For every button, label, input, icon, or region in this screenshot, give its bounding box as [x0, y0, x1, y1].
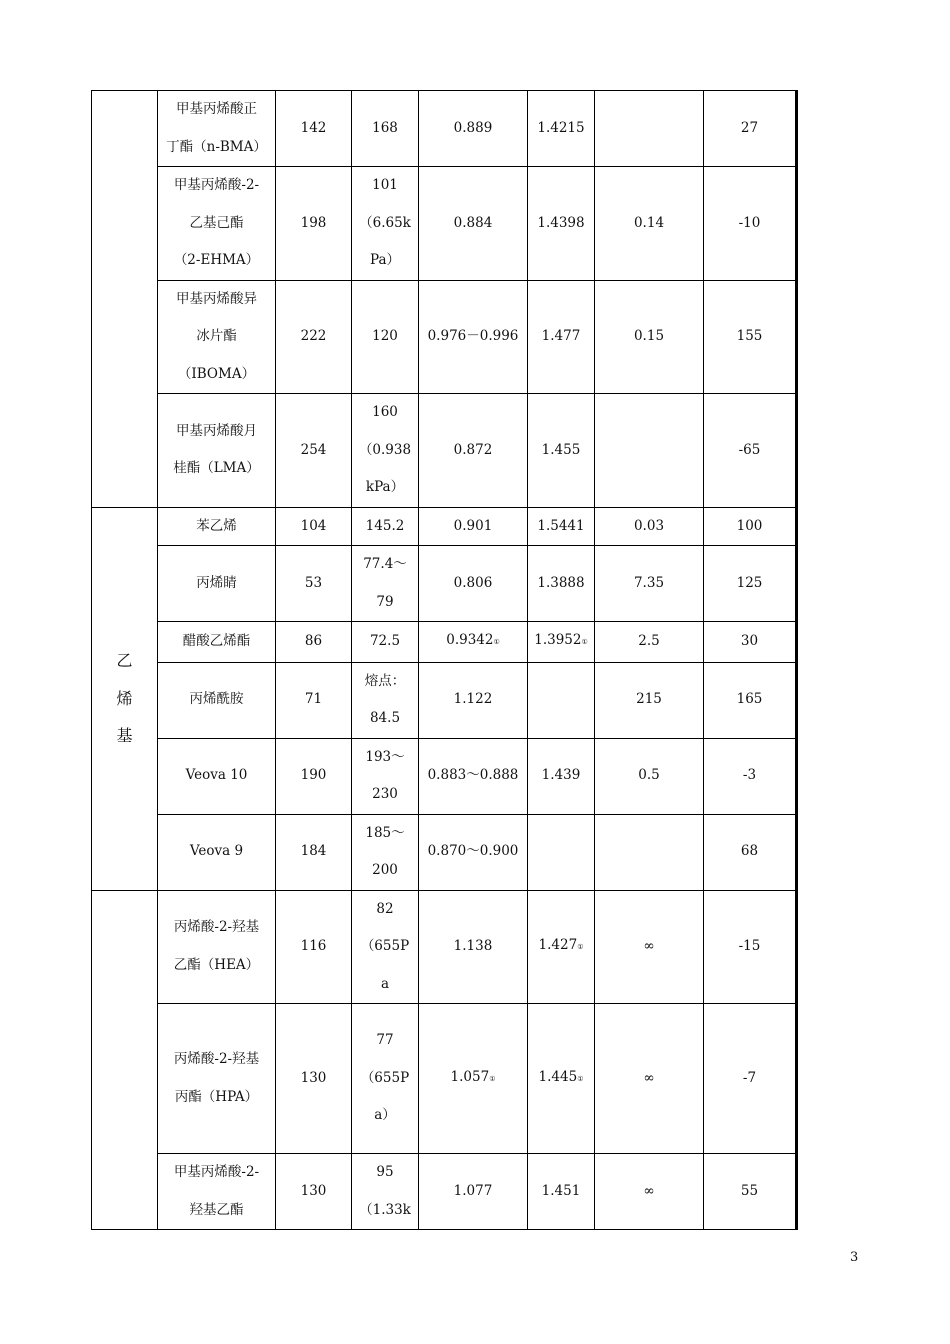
- molecular-weight-cell: [276, 91, 352, 167]
- boiling-point-cell-line: 熔点：: [364, 672, 406, 689]
- footnote-mark: ①: [489, 1074, 496, 1083]
- density-cell-value: 0.901: [453, 517, 493, 534]
- molecular-weight-cell: [276, 814, 352, 890]
- solubility-cell-value: 215: [636, 691, 662, 708]
- refractive-index-cell: [528, 738, 595, 814]
- boiling-point-cell: [352, 394, 419, 508]
- molecular-weight-cell-value: 53: [304, 574, 323, 591]
- boiling-point-cell-line: 145.2: [365, 517, 405, 534]
- solubility-cell: [595, 167, 704, 281]
- refractive-index-cell: [528, 662, 595, 738]
- monomer-name-cell-line: Veova 9: [189, 843, 244, 860]
- molecular-weight-cell: [276, 1004, 352, 1154]
- boiling-point-cell: [352, 738, 419, 814]
- boiling-point-cell-line: a: [380, 975, 390, 992]
- molecular-weight-cell: [276, 280, 352, 394]
- density-cell-value: 0.870～0.900: [427, 843, 519, 860]
- solubility-cell-value: 2.5: [638, 633, 660, 649]
- boiling-point-cell-line: （1.33k: [359, 1201, 411, 1218]
- density-cell: [419, 814, 528, 890]
- tg-cell: [704, 814, 797, 890]
- density-cell-value: 0.872: [453, 441, 493, 458]
- solubility-cell-value: 0.5: [638, 767, 660, 784]
- boiling-point-cell-line: 120: [372, 328, 398, 344]
- table-row: [92, 662, 797, 738]
- category-cell: [92, 507, 158, 890]
- refractive-index-cell-value: 1.455: [541, 441, 581, 458]
- boiling-point-cell-line: （6.65k: [359, 214, 411, 231]
- boiling-point-cell-line: 101: [372, 177, 398, 193]
- refractive-index-cell: [528, 91, 595, 167]
- boiling-point-cell-line: kPa）: [365, 479, 405, 495]
- tg-cell: [704, 280, 797, 394]
- monomer-name-cell-line: Veova 10: [185, 767, 248, 784]
- density-cell: [419, 662, 528, 738]
- monomer-properties-table: [91, 90, 798, 1230]
- tg-cell-value: -3: [742, 767, 757, 784]
- solubility-cell: [595, 280, 704, 394]
- refractive-index-cell: [528, 280, 595, 394]
- tg-cell-value: 30: [740, 633, 759, 649]
- table-row: [92, 394, 797, 508]
- monomer-name-cell-line: 乙酯（HEA）: [173, 956, 260, 973]
- category-cell: [92, 91, 158, 508]
- density-cell-value: 0.9342: [446, 632, 494, 648]
- boiling-point-cell-line: 160: [372, 404, 398, 420]
- table-row: [92, 546, 797, 622]
- tg-cell-value: -65: [738, 441, 761, 458]
- monomer-name-cell-line: 丙烯睛: [196, 574, 237, 591]
- molecular-weight-cell: [276, 546, 352, 622]
- page-number: 3: [850, 1250, 859, 1265]
- monomer-name-cell-line: （2-EHMA）: [173, 252, 260, 268]
- boiling-point-cell-line: 193～: [365, 748, 405, 765]
- boiling-point-cell-line: 168: [372, 119, 398, 136]
- molecular-weight-cell-value: 130: [300, 1069, 327, 1086]
- monomer-name-cell-line: 甲基丙烯酸月: [176, 422, 257, 439]
- footnote-mark: ①: [493, 638, 500, 646]
- boiling-point-cell-line: 200: [372, 862, 398, 878]
- molecular-weight-cell: [276, 622, 352, 663]
- molecular-weight-cell: [276, 1154, 352, 1230]
- monomer-name-cell: [158, 1004, 276, 1154]
- refractive-index-cell: [528, 622, 595, 663]
- tg-cell: [704, 662, 797, 738]
- solubility-cell-value: 0.14: [633, 214, 665, 231]
- boiling-point-cell: [352, 662, 419, 738]
- table-row: [92, 814, 797, 890]
- boiling-point-cell-line: （655P: [360, 1069, 410, 1086]
- table-row: [92, 280, 797, 394]
- density-cell-value: 1.138: [453, 938, 493, 954]
- molecular-weight-cell-value: 190: [300, 767, 327, 784]
- molecular-weight-cell-value: 104: [300, 517, 327, 534]
- monomer-name-cell-line: 丁酯（n-BMA）: [166, 138, 267, 155]
- solubility-cell: [595, 507, 704, 546]
- molecular-weight-cell: [276, 507, 352, 546]
- table-row: [92, 738, 797, 814]
- monomer-name-cell-line: 甲基丙烯酸-2-: [173, 177, 260, 193]
- refractive-index-cell-value: 1.445: [538, 1068, 578, 1085]
- tg-cell: [704, 738, 797, 814]
- boiling-point-cell-line: （655P: [360, 938, 410, 954]
- refractive-index-cell: [528, 394, 595, 508]
- monomer-name-cell: [158, 622, 276, 663]
- molecular-weight-cell-value: 130: [300, 1182, 327, 1199]
- density-cell: [419, 91, 528, 167]
- density-cell: [419, 738, 528, 814]
- solubility-cell: [595, 622, 704, 663]
- boiling-point-cell: [352, 622, 419, 663]
- boiling-point-cell: [352, 890, 419, 1004]
- footnote-mark: ①: [577, 943, 584, 951]
- refractive-index-cell-value: 1.477: [541, 328, 581, 344]
- molecular-weight-cell-value: 142: [300, 119, 327, 136]
- molecular-weight-cell-value: 86: [304, 633, 323, 649]
- boiling-point-cell-line: 95: [376, 1164, 394, 1180]
- table-row: [92, 890, 797, 1004]
- solubility-cell: [595, 1004, 704, 1154]
- tg-cell-value: 155: [736, 328, 763, 344]
- tg-cell: [704, 622, 797, 663]
- boiling-point-cell-line: （0.938: [358, 441, 412, 458]
- tg-cell-value: -10: [738, 214, 761, 231]
- refractive-index-cell: [528, 814, 595, 890]
- table-row: [92, 1154, 797, 1230]
- boiling-point-cell-line: a）: [374, 1107, 396, 1124]
- boiling-point-cell-line: 185～: [365, 824, 405, 841]
- monomer-name-cell: [158, 738, 276, 814]
- monomer-name-cell: [158, 507, 276, 546]
- tg-cell-value: 55: [740, 1182, 759, 1199]
- tg-cell: [704, 890, 797, 1004]
- density-cell-value: 0.806: [453, 574, 493, 591]
- solubility-cell: [595, 91, 704, 167]
- monomer-name-cell-line: 冰片酯: [196, 328, 237, 344]
- density-cell-value: 0.883～0.888: [427, 767, 519, 784]
- refractive-index-cell: [528, 507, 595, 546]
- solubility-cell-value: 0.15: [633, 328, 665, 344]
- tg-cell-value: 165: [736, 691, 763, 708]
- monomer-name-cell-line: 醋酸乙烯酯: [182, 633, 251, 649]
- density-cell: [419, 167, 528, 281]
- tg-cell-value: -7: [742, 1069, 757, 1086]
- solubility-cell: [595, 662, 704, 738]
- monomer-name-cell: [158, 394, 276, 508]
- refractive-index-cell: [528, 1154, 595, 1230]
- density-cell: [419, 890, 528, 1004]
- refractive-index-cell-value: 1.4215: [537, 119, 585, 136]
- boiling-point-cell-line: 77: [376, 1032, 394, 1049]
- tg-cell: [704, 167, 797, 281]
- monomer-name-cell-line: （IBOMA）: [177, 365, 256, 382]
- density-cell: [419, 622, 528, 663]
- monomer-name-cell-line: 羟基乙酯: [189, 1201, 244, 1218]
- refractive-index-cell: [528, 890, 595, 1004]
- density-cell: [419, 280, 528, 394]
- monomer-name-cell-line: 甲基丙烯酸-2-: [173, 1164, 260, 1180]
- boiling-point-cell: [352, 814, 419, 890]
- boiling-point-cell-line: 230: [372, 786, 398, 802]
- boiling-point-cell: [352, 280, 419, 394]
- solubility-cell-value: 7.35: [633, 574, 665, 591]
- category-char: 乙: [116, 651, 133, 671]
- density-cell-value: 0.976－0.996: [427, 328, 519, 344]
- boiling-point-cell: [352, 91, 419, 167]
- solubility-cell-value: ∞: [643, 1069, 655, 1086]
- monomer-name-cell: [158, 890, 276, 1004]
- molecular-weight-cell: [276, 662, 352, 738]
- footnote-mark: ①: [581, 638, 588, 646]
- density-cell-value: 1.057: [450, 1068, 490, 1085]
- table-row: [92, 1004, 797, 1154]
- boiling-point-cell: [352, 546, 419, 622]
- monomer-name-cell-line: 苯乙烯: [196, 517, 237, 534]
- solubility-cell: [595, 890, 704, 1004]
- molecular-weight-cell: [276, 738, 352, 814]
- monomer-name-cell-line: 甲基丙烯酸正: [176, 101, 257, 117]
- refractive-index-cell-value: 1.4398: [537, 214, 585, 231]
- boiling-point-cell-line: 79: [376, 593, 394, 610]
- density-cell-value: 1.077: [453, 1182, 493, 1199]
- table-row: [92, 507, 797, 546]
- monomer-name-cell-line: 丙酯（HPA）: [174, 1088, 259, 1105]
- molecular-weight-cell-value: 71: [304, 691, 323, 708]
- boiling-point-cell-line: Pa）: [369, 252, 401, 268]
- table-row: [92, 91, 797, 167]
- density-cell-value: 0.889: [453, 119, 493, 136]
- tg-cell-value: -15: [738, 938, 761, 954]
- refractive-index-cell: [528, 546, 595, 622]
- tg-cell-value: 100: [736, 517, 763, 534]
- tg-cell-value: 68: [740, 843, 759, 860]
- boiling-point-cell: [352, 507, 419, 546]
- molecular-weight-cell-value: 116: [300, 938, 327, 954]
- monomer-name-cell: [158, 1154, 276, 1230]
- monomer-name-cell-line: 丙烯酰胺: [189, 691, 244, 708]
- density-cell-value: 0.884: [453, 214, 493, 231]
- refractive-index-cell-value: 1.439: [541, 767, 581, 784]
- monomer-name-cell: [158, 280, 276, 394]
- refractive-index-cell-value: 1.5441: [537, 517, 585, 534]
- category-char: 烯: [116, 688, 133, 708]
- refractive-index-cell-value: 1.451: [541, 1182, 581, 1199]
- solubility-cell: [595, 546, 704, 622]
- molecular-weight-cell: [276, 394, 352, 508]
- tg-cell: [704, 507, 797, 546]
- molecular-weight-cell: [276, 167, 352, 281]
- monomer-name-cell: [158, 167, 276, 281]
- category-cell: [92, 890, 158, 1230]
- tg-cell: [704, 1154, 797, 1230]
- monomer-name-cell: [158, 91, 276, 167]
- solubility-cell-value: ∞: [643, 1182, 655, 1199]
- monomer-name-cell-line: 丙烯酸-2-羟基: [173, 919, 260, 936]
- category-char: 基: [116, 726, 133, 746]
- monomer-name-cell-line: 丙烯酸-2-羟基: [173, 1051, 260, 1067]
- tg-cell: [704, 546, 797, 622]
- refractive-index-cell-value: 1.427: [538, 937, 578, 953]
- tg-cell-value: 27: [740, 119, 759, 136]
- density-cell: [419, 507, 528, 546]
- solubility-cell: [595, 394, 704, 508]
- table-row: [92, 622, 797, 663]
- monomer-name-cell-line: 甲基丙烯酸异: [176, 290, 257, 307]
- monomer-name-cell-line: 桂酯（LMA）: [173, 460, 260, 477]
- refractive-index-cell-value: 1.3952: [534, 632, 582, 648]
- tg-cell: [704, 394, 797, 508]
- density-cell: [419, 1004, 528, 1154]
- tg-cell-value: 125: [736, 574, 763, 591]
- boiling-point-cell-line: 82: [376, 900, 394, 917]
- boiling-point-cell: [352, 1004, 419, 1154]
- density-cell-value: 1.122: [453, 691, 493, 708]
- footnote-mark: ①: [577, 1074, 584, 1083]
- boiling-point-cell: [352, 167, 419, 281]
- monomer-name-cell: [158, 814, 276, 890]
- density-cell: [419, 1154, 528, 1230]
- boiling-point-cell-line: 77.4～: [363, 556, 407, 572]
- density-cell: [419, 546, 528, 622]
- molecular-weight-cell-value: 198: [300, 214, 327, 231]
- refractive-index-cell-value: 1.3888: [537, 574, 585, 591]
- boiling-point-cell-line: 84.5: [369, 710, 401, 726]
- refractive-index-cell: [528, 1004, 595, 1154]
- molecular-weight-cell-value: 254: [300, 441, 327, 458]
- solubility-cell: [595, 738, 704, 814]
- tg-cell: [704, 1004, 797, 1154]
- monomer-name-cell: [158, 662, 276, 738]
- solubility-cell-value: 0.03: [633, 517, 665, 534]
- density-cell: [419, 394, 528, 508]
- solubility-cell: [595, 814, 704, 890]
- monomer-name-cell-line: 乙基己酯: [189, 214, 244, 231]
- tg-cell: [704, 91, 797, 167]
- molecular-weight-cell: [276, 890, 352, 1004]
- table-row: [92, 167, 797, 281]
- monomer-name-cell: [158, 546, 276, 622]
- boiling-point-cell: [352, 1154, 419, 1230]
- refractive-index-cell: [528, 167, 595, 281]
- solubility-cell: [595, 1154, 704, 1230]
- molecular-weight-cell-value: 222: [300, 328, 327, 344]
- molecular-weight-cell-value: 184: [300, 843, 327, 860]
- solubility-cell-value: ∞: [643, 938, 655, 954]
- boiling-point-cell-line: 72.5: [369, 633, 401, 649]
